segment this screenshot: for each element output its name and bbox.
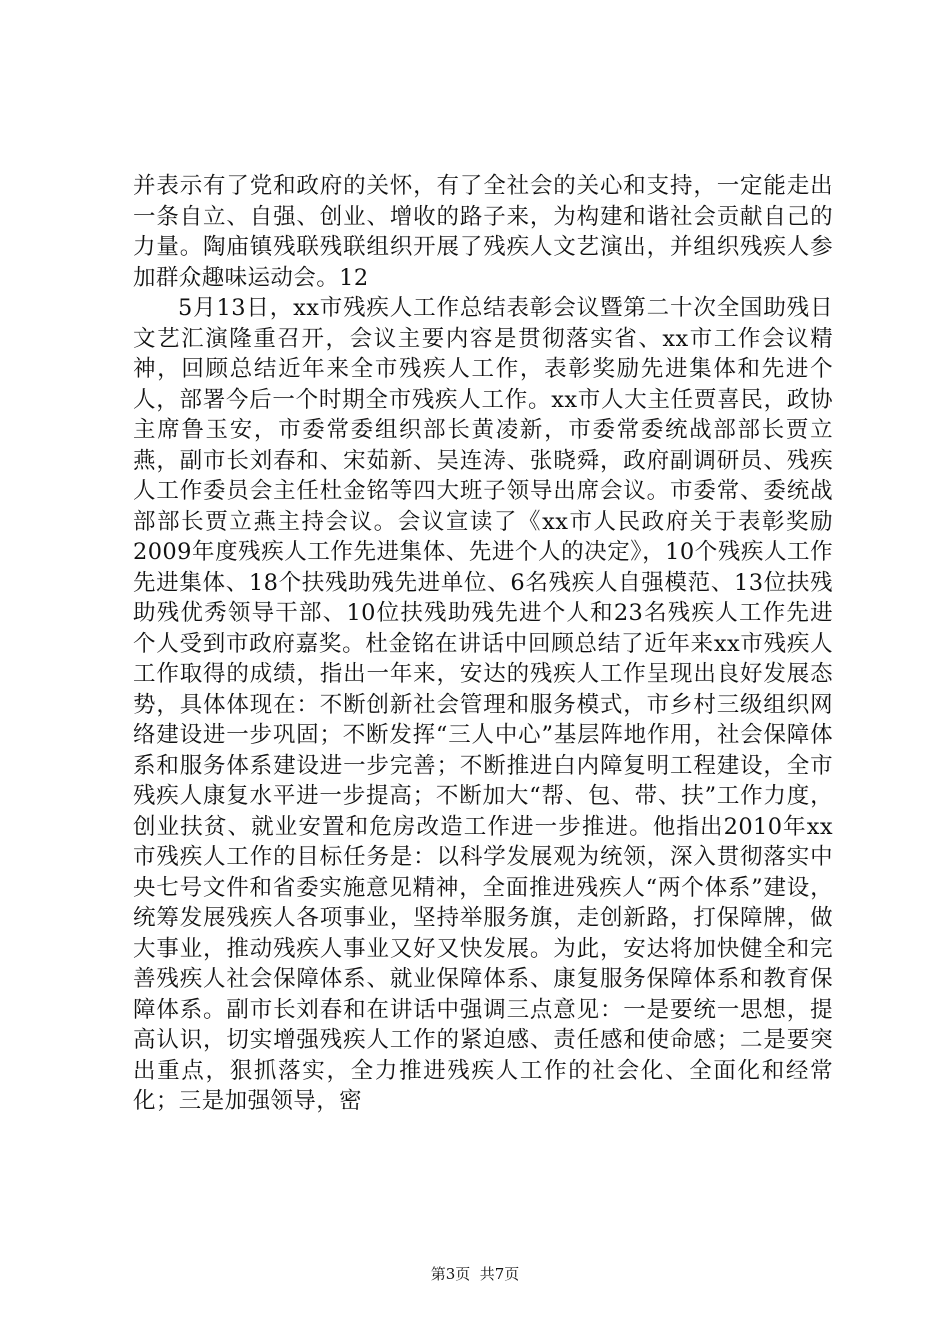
document-body (133, 171, 833, 1117)
paragraph-1: 并表示有了党和政府的关怀，有了全社会的关心和支持，一定能走出一条自立、自强、创业、增收的路子来，为构建和谐社会贡献自己的力量。陶庙镇残联残联组织开展了残疾人文艺演出，并组织残疾人参加群众趣味运动会。12 (133, 173, 833, 291)
page-number: 第3页 共7页 (430, 1265, 520, 1283)
page-footer (0, 1264, 950, 1284)
paragraph-2: 5月13日，xx市残疾人工作总结表彰会议暨第二十次全国助残日文艺汇演隆重召开，会议主要内容是贯彻落实省、xx市工作会议精神，回顾总结近年来全市残疾人工作，表彰奖励先进集体和先进个人，部署今后一个时期全市残疾人工作。xx市人大主任贾喜民，政协主席鲁玉安，市委常委组织部长黄凌新，市委常委统战部部长贾立燕，副市长刘春和、宋茹新、吴连涛、张晓舜，政府副调研员、残疾人工作委员会主任杜金铭等四大班子领导出席会议。市委常、委统战部部长贾立燕主持会议。会议宣读了《xx市人民政府关于表彰奖励2009年度残疾人工作先进集体、先进个人的决定》，10个残疾人工作先进集体、18个扶残助残先进单位、6名残疾人自强模范、13位扶残助残优秀领导干部、10位扶残助残先进个人和23名残疾人工作先进个人受到市政府嘉奖。杜金铭在讲话中回顾总结了近年来xx市残疾人工作取得的成绩，指出一年来，安达的残疾人工作呈现出良好发展态势，具体体现在：不断创新社会管理和服务模式，市乡村三级组织网络建设进一步巩固；不断发挥“三人中心”基层阵地作用，社会保障体系和服务体系建设进一步完善；不断推进白内障复明工程建设，全市残疾人康复水平进一步提高；不断加大“帮、包、带、扶”工作力度，创业扶贫、就业安置和危房改造工作进一步推进。他指出2010年xx市残疾人工作的目标任务是：以科学发展观为统领，深入贯彻落实中央七号文件和省委实施意见精神，全面推进残疾人“两个体系”建设，统筹发展残疾人各项事业，坚持举服务旗，走创新路，打保障牌，做大事业，推动残疾人事业又好又快发展。为此，安达将加快健全和完善残疾人社会保障体系、就业保障体系、康复服务保障体系和教育保障体系。副市长刘春和在讲话中强调三点意见：一是要统一思想，提高认识，切实增强残疾人工作的紧迫感、责任感和使命感；二是要突出重点，狠抓落实，全力推进残疾人工作的社会化、全面化和经常化；三是加强领导，密 (133, 295, 833, 1114)
